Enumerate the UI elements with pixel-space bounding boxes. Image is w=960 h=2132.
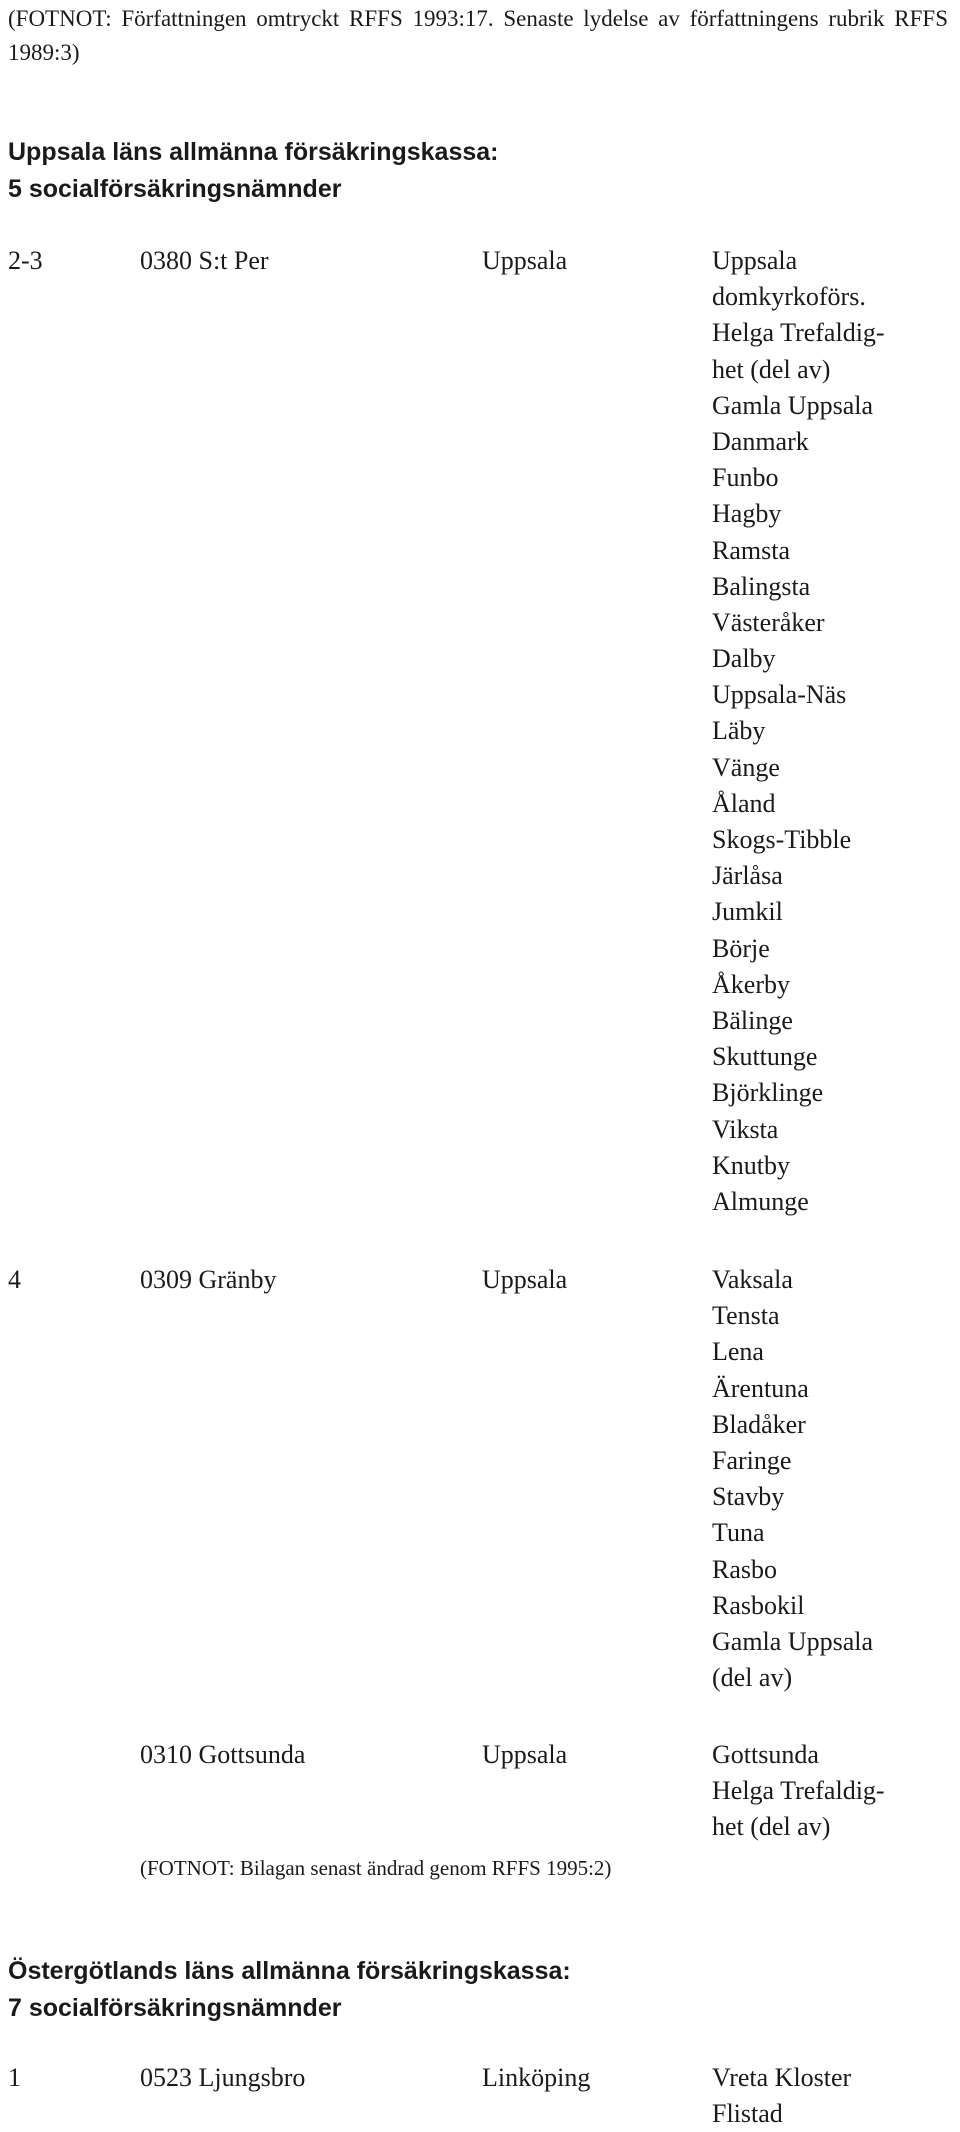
parish-list: [712, 1737, 885, 1846]
parish-item: Åkerby: [712, 969, 790, 999]
municipality: Uppsala: [482, 246, 568, 275]
parish-item: Lena: [712, 1337, 764, 1367]
parish-item: domkyrkoförs.: [712, 282, 866, 312]
row-number: 4: [8, 1265, 21, 1294]
parish-item: Åland: [712, 788, 776, 818]
municipality: Uppsala: [482, 1740, 568, 1769]
parish-item: Västeråker: [712, 607, 825, 637]
section-heading-uppsala: [8, 134, 948, 208]
parish-item: Järlåsa: [712, 861, 783, 891]
row-number: 2-3: [8, 246, 43, 275]
parish-item: Ärentuna: [712, 1373, 809, 1403]
parish-item: Ramsta: [712, 535, 790, 565]
parish-item: Helga Trefaldig-: [712, 1776, 885, 1806]
parish-item: (del av): [712, 1663, 793, 1693]
section-heading-line-1: Uppsala läns allmänna försäkringskassa:: [8, 138, 499, 166]
parish-item: Balingsta: [712, 571, 811, 601]
parish-item: Gamla Uppsala: [712, 390, 874, 420]
parish-item: Vaksala: [712, 1265, 793, 1294]
parish-item: Funbo: [712, 463, 779, 493]
municipality: Linköping: [482, 2063, 591, 2092]
parish-list: [712, 243, 885, 1220]
parish-item: Gamla Uppsala: [712, 1626, 874, 1656]
parish-item: Jumkil: [712, 897, 783, 927]
board-name: 0380 S:t Per: [140, 246, 269, 275]
section-heading-line-2: 7 socialförsäkringsnämnder: [8, 1994, 342, 2022]
parish-item: Uppsala-Näs: [712, 680, 847, 710]
footnote-bottom: (FOTNOT: Bilagan senast ändrad genom RFFS 1995:2): [140, 1856, 612, 1880]
parish-item: Knutby: [712, 1150, 790, 1180]
parish-item: Tensta: [712, 1301, 780, 1331]
parish-item: Läby: [712, 716, 766, 746]
parish-item: Almunge: [712, 1186, 809, 1216]
parish-item: Skuttunge: [712, 1042, 818, 1072]
parish-item: Rasbokil: [712, 1590, 805, 1620]
section-heading-line-2: 5 socialförsäkringsnämnder: [8, 175, 342, 203]
parish-item: Bälinge: [712, 1005, 793, 1035]
parish-item: Danmark: [712, 426, 809, 456]
municipality: Uppsala: [482, 1265, 568, 1294]
footnote-top: (FOTNOT: Författningen omtryckt RFFS 1993:17. Senaste lydelse av författningens rubrik RFFS 1989:3): [8, 6, 948, 65]
parish-item: Hagby: [712, 499, 782, 529]
parish-item: Björklinge: [712, 1078, 824, 1108]
parish-item: Helga Trefaldig-: [712, 318, 885, 348]
parish-item: Uppsala: [712, 246, 798, 275]
parish-item: Faringe: [712, 1445, 792, 1475]
board-name: 0523 Ljungsbro: [140, 2063, 306, 2092]
parish-item: Stavby: [712, 1482, 785, 1512]
parish-item: Bladåker: [712, 1409, 806, 1439]
parish-item: Flistad: [712, 2099, 783, 2129]
parish-item: Rasbo: [712, 1554, 777, 1584]
section-heading-line-1: Östergötlands läns allmänna försäkringskassa:: [8, 1957, 571, 1985]
parish-item: Tuna: [712, 1518, 765, 1548]
parish-item: Vänge: [712, 752, 780, 782]
parish-item: Skogs-Tibble: [712, 825, 852, 854]
section-heading-ostergotland: [8, 1953, 948, 2027]
parish-item: Gottsunda: [712, 1740, 819, 1769]
board-name: 0309 Gränby: [140, 1265, 277, 1294]
parish-item: Dalby: [712, 644, 776, 674]
row-number: 1: [8, 2063, 21, 2092]
parish-item: Viksta: [712, 1114, 779, 1144]
parish-item: het (del av): [712, 354, 831, 384]
parish-item: Börje: [712, 933, 770, 963]
parish-list: [712, 1262, 873, 1696]
parish-item: Vreta Kloster: [712, 2063, 852, 2092]
board-name: 0310 Gottsunda: [140, 1740, 306, 1769]
parish-list: [712, 2060, 851, 2132]
parish-item: het (del av): [712, 1812, 831, 1842]
